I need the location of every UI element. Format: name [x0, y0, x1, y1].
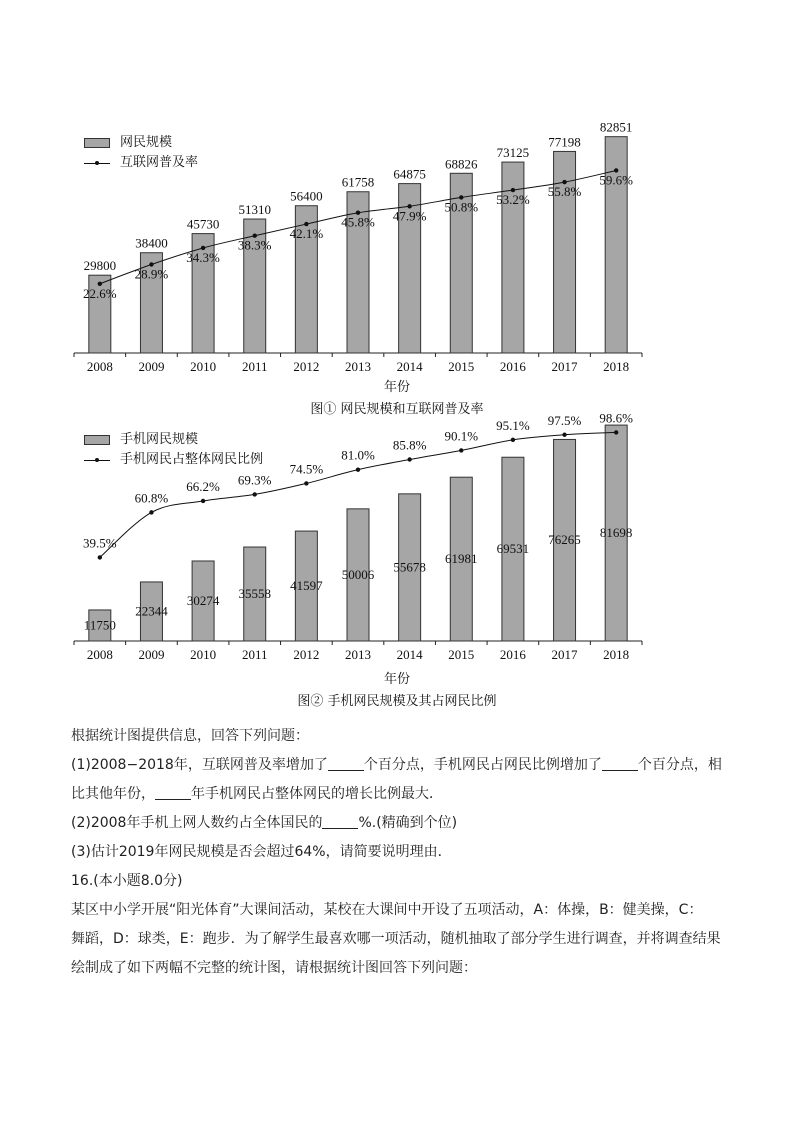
line-value-label: 97.5% [547, 412, 582, 428]
bar-value-label: 50006 [341, 566, 375, 582]
bar-value-label: 76265 [548, 532, 581, 548]
x-tick-label: 2016 [499, 647, 526, 662]
bar-value-label: 45730 [186, 216, 220, 232]
line-point [562, 433, 566, 437]
x-tick-label: 2014 [396, 647, 423, 662]
chart-1-xlabel: 年份 [383, 380, 410, 395]
x-tick-label: 2014 [396, 359, 423, 374]
bar-legend-swatch [84, 138, 110, 148]
x-tick-label: 2013 [345, 647, 371, 662]
bar-value-label: 51310 [238, 202, 271, 218]
x-tick-label: 2011 [241, 647, 268, 662]
bar-value-label: 30274 [186, 592, 220, 608]
x-tick-label: 2009 [138, 647, 165, 662]
q1-part-c: 个百分点，相 [637, 757, 722, 773]
x-tick-label: 2017 [551, 647, 578, 662]
bar-value-label: 35558 [238, 586, 271, 602]
answer-blank[interactable] [322, 814, 358, 829]
bar-value-label: 82851 [599, 119, 633, 135]
bar-value-label: 73125 [496, 145, 530, 161]
bar-value-label: 38400 [135, 235, 168, 251]
line-legend-swatch [84, 455, 110, 465]
legend-bar-label: 手机网民规模 [120, 432, 199, 447]
line-point [356, 467, 360, 471]
line-value-label: 28.9% [134, 266, 169, 282]
x-tick-label: 2011 [241, 359, 268, 374]
bar-value-label: 61758 [341, 174, 375, 190]
line-value-label: 53.2% [496, 192, 530, 208]
x-tick-label: 2012 [293, 359, 320, 374]
line-point [304, 481, 308, 485]
q2-part-b: %.(精确到个位) [358, 815, 458, 831]
line-value-label: 50.8% [444, 199, 479, 215]
x-tick-label: 2015 [448, 359, 475, 374]
chart-1-caption: 图① 网民规模和互联网普及率 [310, 402, 484, 417]
line-legend-swatch [84, 158, 110, 168]
q1-part-b: 个百分点，手机网民占网民比例增加了 [363, 757, 602, 773]
line-value-label: 95.1% [496, 417, 530, 433]
line-value-label: 81.0% [341, 447, 375, 463]
bar-value-label: 61981 [445, 551, 478, 567]
x-tick-label: 2010 [190, 647, 217, 662]
line-point [511, 438, 515, 442]
legend-line-label: 手机网民占整体网民比例 [120, 452, 264, 467]
x-tick-label: 2010 [190, 359, 217, 374]
x-tick-label: 2013 [345, 359, 371, 374]
x-tick-label: 2018 [603, 647, 630, 662]
x-tick-label: 2009 [138, 359, 165, 374]
bar-value-label: 11750 [83, 617, 116, 633]
question-3: (3)估计2019年网民规模是否会超过64%，请简要说明理由． [71, 844, 452, 860]
line-point [614, 430, 618, 434]
line-value-label: 74.5% [289, 461, 324, 477]
line-value-label: 90.1% [444, 428, 479, 444]
line-value-label: 34.3% [186, 249, 220, 265]
legend-bar-label: 网民规模 [120, 135, 173, 150]
bar-value-label: 56400 [290, 188, 323, 204]
q1-part-d: 比其他年份， [71, 786, 155, 802]
line-point [407, 457, 411, 461]
x-tick-label: 2016 [499, 359, 526, 374]
question-16-paragraph-line-3: 绘制成了如下两幅不完整的统计图，请根据统计图回答下列问题： [71, 960, 477, 976]
line-value-label: 55.8% [547, 184, 582, 200]
answer-blank[interactable] [602, 756, 638, 771]
question-1-line-1 [71, 751, 731, 780]
line-value-label: 22.6% [83, 285, 117, 301]
question-1-line-2 [71, 780, 731, 809]
bar-value-label: 55678 [393, 559, 426, 575]
x-tick-label: 2012 [293, 647, 320, 662]
line-value-label: 47.9% [392, 208, 427, 224]
line-value-label: 59.6% [599, 172, 633, 188]
bar-value-label: 29800 [83, 258, 117, 274]
q1-part-e: 年手机网民占整体网民的增长比例最大． [191, 786, 443, 802]
q1-part-a: (1)2008−2018年，互联网普及率增加了 [71, 757, 328, 773]
x-tick-label: 2008 [86, 647, 113, 662]
question-16-header: 16.(本小题8.0分) [71, 873, 183, 889]
answer-blank[interactable] [155, 785, 191, 800]
line-value-label: 66.2% [186, 478, 220, 494]
question-intro: 根据统计图提供信息，回答下列问题： [71, 728, 309, 744]
line-value-label: 39.5% [83, 535, 117, 551]
question-2 [71, 809, 731, 838]
answer-blank[interactable] [328, 756, 364, 771]
line-value-label: 42.1% [289, 226, 324, 242]
question-text [71, 722, 731, 983]
legend-line-label: 互联网普及率 [120, 155, 199, 170]
line-point [253, 492, 257, 496]
x-tick-label: 2015 [448, 647, 475, 662]
x-tick-label: 2017 [551, 359, 578, 374]
line-value-label: 69.3% [237, 472, 272, 488]
question-16-paragraph-line-2: 舞蹈，D：球类，E：跑步．为了解学生最喜欢哪一项活动，随机抽取了部分学生进行调查，并将调查结果 [71, 931, 721, 947]
line-value-label: 38.3% [237, 237, 272, 253]
bar-value-label: 22344 [135, 603, 168, 619]
line-point [98, 555, 102, 559]
line-value-label: 85.8% [392, 437, 427, 453]
q2-part-a: (2)2008年手机上网人数约占全体国民的 [71, 815, 323, 831]
bar-value-label: 69531 [496, 541, 530, 557]
line-value-label: 45.8% [341, 214, 375, 230]
question-16-paragraph-line-1: 某区中小学开展“阳光体育”大课间活动，某校在大课间中开设了五项活动，A：体操，B：健美操，C： [71, 902, 703, 918]
chart-2-legend [84, 430, 263, 470]
bar-value-label: 77198 [548, 134, 581, 150]
chart-1-legend [84, 133, 198, 173]
bar-value-label: 41597 [290, 578, 323, 594]
line-value-label: 60.8% [134, 490, 169, 506]
x-tick-label: 2008 [86, 359, 113, 374]
line-point [201, 499, 205, 503]
line-point [149, 510, 153, 514]
chart-2-caption: 图② 手机网民规模及其占网民比例 [297, 694, 497, 709]
x-tick-label: 2018 [603, 359, 630, 374]
line-point [459, 448, 463, 452]
bar-value-label: 64875 [393, 166, 426, 182]
chart-2-xlabel: 年份 [383, 672, 410, 687]
bar-value-label: 81698 [599, 525, 633, 541]
bar-value-label: 68826 [445, 156, 478, 172]
line-value-label: 98.6% [599, 410, 633, 426]
bar-legend-swatch [84, 435, 110, 445]
